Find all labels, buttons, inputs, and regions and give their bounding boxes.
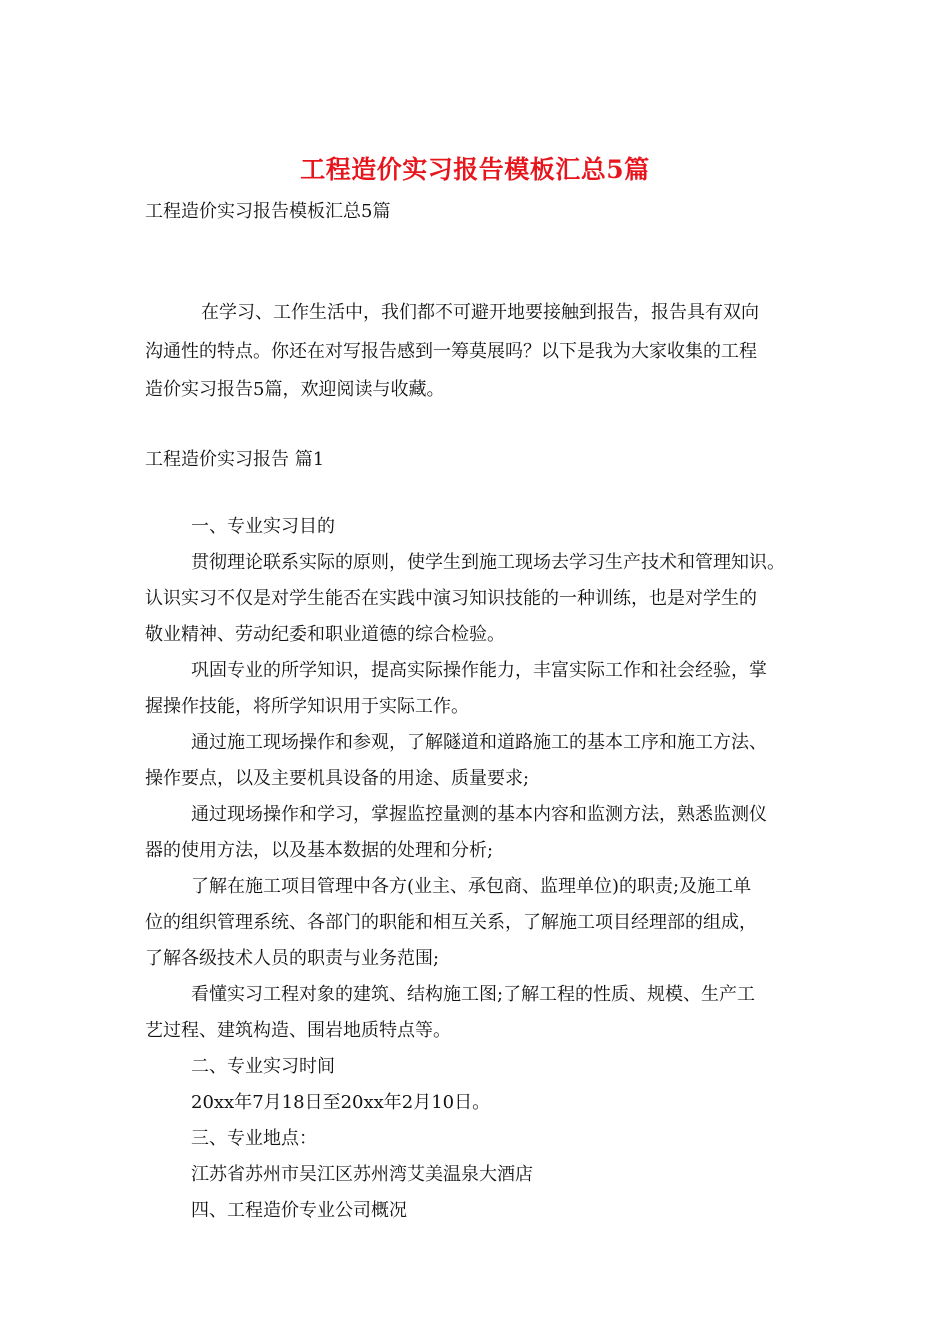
body-line: 江苏省苏州市吴江区苏州湾艾美温泉大酒店 bbox=[191, 1164, 533, 1185]
body-line: 通过现场操作和学习，掌握监控量测的基本内容和监测方法，熟悉监测仪 bbox=[191, 804, 767, 825]
body-line: 了解在施工项目管理中各方(业主、承包商、监理单位)的职责;及施工单 bbox=[191, 876, 752, 897]
body-line: 认识实习不仅是对学生能否在实践中演习知识技能的一种训练，也是对学生的 bbox=[145, 588, 757, 609]
body-line: 二、专业实习时间 bbox=[191, 1056, 335, 1077]
body-line: 三、专业地点： bbox=[191, 1128, 317, 1149]
intro-line-1: 在学习、工作生活中，我们都不可避开地要接触到报告，报告具有双向 bbox=[201, 302, 759, 323]
body-line: 20xx年7月18日至20xx年2月10日。 bbox=[191, 1092, 491, 1113]
intro-line-3: 造价实习报告5篇，欢迎阅读与收藏。 bbox=[145, 379, 445, 400]
body-line: 器的使用方法，以及基本数据的处理和分析; bbox=[145, 840, 494, 861]
body-line: 通过施工现场操作和参观，了解隧道和道路施工的基本工序和施工方法、 bbox=[191, 732, 767, 753]
section-heading: 工程造价实习报告 篇1 bbox=[145, 449, 325, 470]
body-line: 巩固专业的所学知识，提高实际操作能力，丰富实际工作和社会经验，掌 bbox=[191, 660, 767, 681]
document-title: 工程造价实习报告模板汇总5篇 bbox=[300, 155, 650, 184]
body-line: 操作要点，以及主要机具设备的用途、质量要求; bbox=[145, 768, 530, 789]
body-line: 艺过程、建筑构造、围岩地质特点等。 bbox=[145, 1020, 451, 1041]
document-subtitle: 工程造价实习报告模板汇总5篇 bbox=[145, 201, 391, 222]
body-line: 握操作技能，将所学知识用于实际工作。 bbox=[145, 696, 469, 717]
intro-line-2: 沟通性的特点。你还在对写报告感到一筹莫展吗？以下是我为大家收集的工程 bbox=[145, 341, 757, 362]
body-line: 四、工程造价专业公司概况 bbox=[191, 1200, 407, 1221]
body-line: 了解各级技术人员的职责与业务范围; bbox=[145, 948, 440, 969]
body-line: 看懂实习工程对象的建筑、结构施工图;了解工程的性质、规模、生产工 bbox=[191, 984, 756, 1005]
body-line: 位的组织管理系统、各部门的职能和相互关系，了解施工项目经理部的组成， bbox=[145, 912, 757, 933]
body-line: 一、专业实习目的 bbox=[191, 516, 335, 537]
body-line: 贯彻理论联系实际的原则，使学生到施工现场去学习生产技术和管理知识。 bbox=[191, 552, 785, 573]
body-line: 敬业精神、劳动纪委和职业道德的综合检验。 bbox=[145, 624, 505, 645]
